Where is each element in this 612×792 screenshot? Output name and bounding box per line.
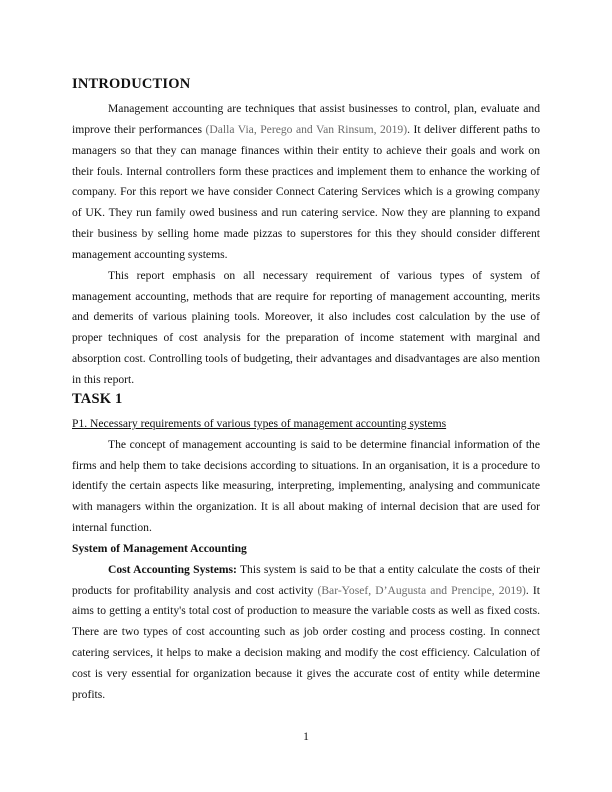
- intro-citation: (Dalla Via, Perego and Van Rinsum, 2019): [205, 122, 408, 136]
- task1-heading: TASK 1: [72, 390, 123, 407]
- cost-para-text-b: . It aims to getting a entity's total cost of production to measure the variable costs as well as fixed costs. There are two types of cost accounting such as job order costing and process costing. In connect catering services, it helps to make a decision making and modify the cost efficiency. Calculation of cost is very essential for organization because it gives the accurate cost of entity while determine profits.: [72, 583, 540, 701]
- introduction-paragraph-2: This report emphasis on all necessary requirement of various types of system of management accounting, methods that are require for reporting of management accounting, merits and demerits of various plaining tools. Moreover, it also includes cost calculation by the use of proper techniques of cost analysis for the preparation of income statement with marginal and absorption cost. Controlling tools of budgeting, their advantages and disadvantages are also mention in this report.: [72, 268, 540, 386]
- page-content: [72, 76, 540, 706]
- page-number: 1: [303, 730, 309, 743]
- introduction-heading: INTRODUCTION: [72, 76, 191, 92]
- task1-subheading: P1. Necessary requirements of various types of management accounting systems: [72, 416, 447, 430]
- cost-accounting-lead: Cost Accounting Systems:: [108, 562, 237, 576]
- cost-para-text-a: This system is said to be that a entity calculate the costs of their products for profitability analysis and cost activity: [72, 562, 540, 597]
- system-heading: System of Management Accounting: [72, 541, 247, 555]
- task1-paragraph-1: The concept of management accounting is said to be determine financial information of the firms and help them to take decisions according to situations. In an organisation, it is a procedure to identify the certain aspects like measuring, interpreting, implementing, analysing and communicate with managers within the organization. It is all about making of internal decision that are used for internal function.: [72, 437, 540, 535]
- intro-p1-text-b: . It deliver different paths to managers so that they can manage finances within their entity to achieve their goals and work on their fouls. Internal controllers form these practices and implement them to enhance the working of company. For this report we have consider Connect Catering Services which is a growing company of UK. They run family owed business and run catering service. Now they are planning to expand their business by selling home made pizzas to superstores for this they should consider different management accounting systems.: [72, 122, 540, 261]
- intro-p1-text-a: Management accounting are techniques that assist businesses to control, plan, evaluate and improve their performances: [72, 102, 540, 136]
- introduction-paragraph-1: [72, 99, 540, 266]
- cost-citation: (Bar-Yosef, D’Augusta and Prencipe, 2019): [317, 583, 526, 597]
- cost-accounting-paragraph: [72, 560, 540, 706]
